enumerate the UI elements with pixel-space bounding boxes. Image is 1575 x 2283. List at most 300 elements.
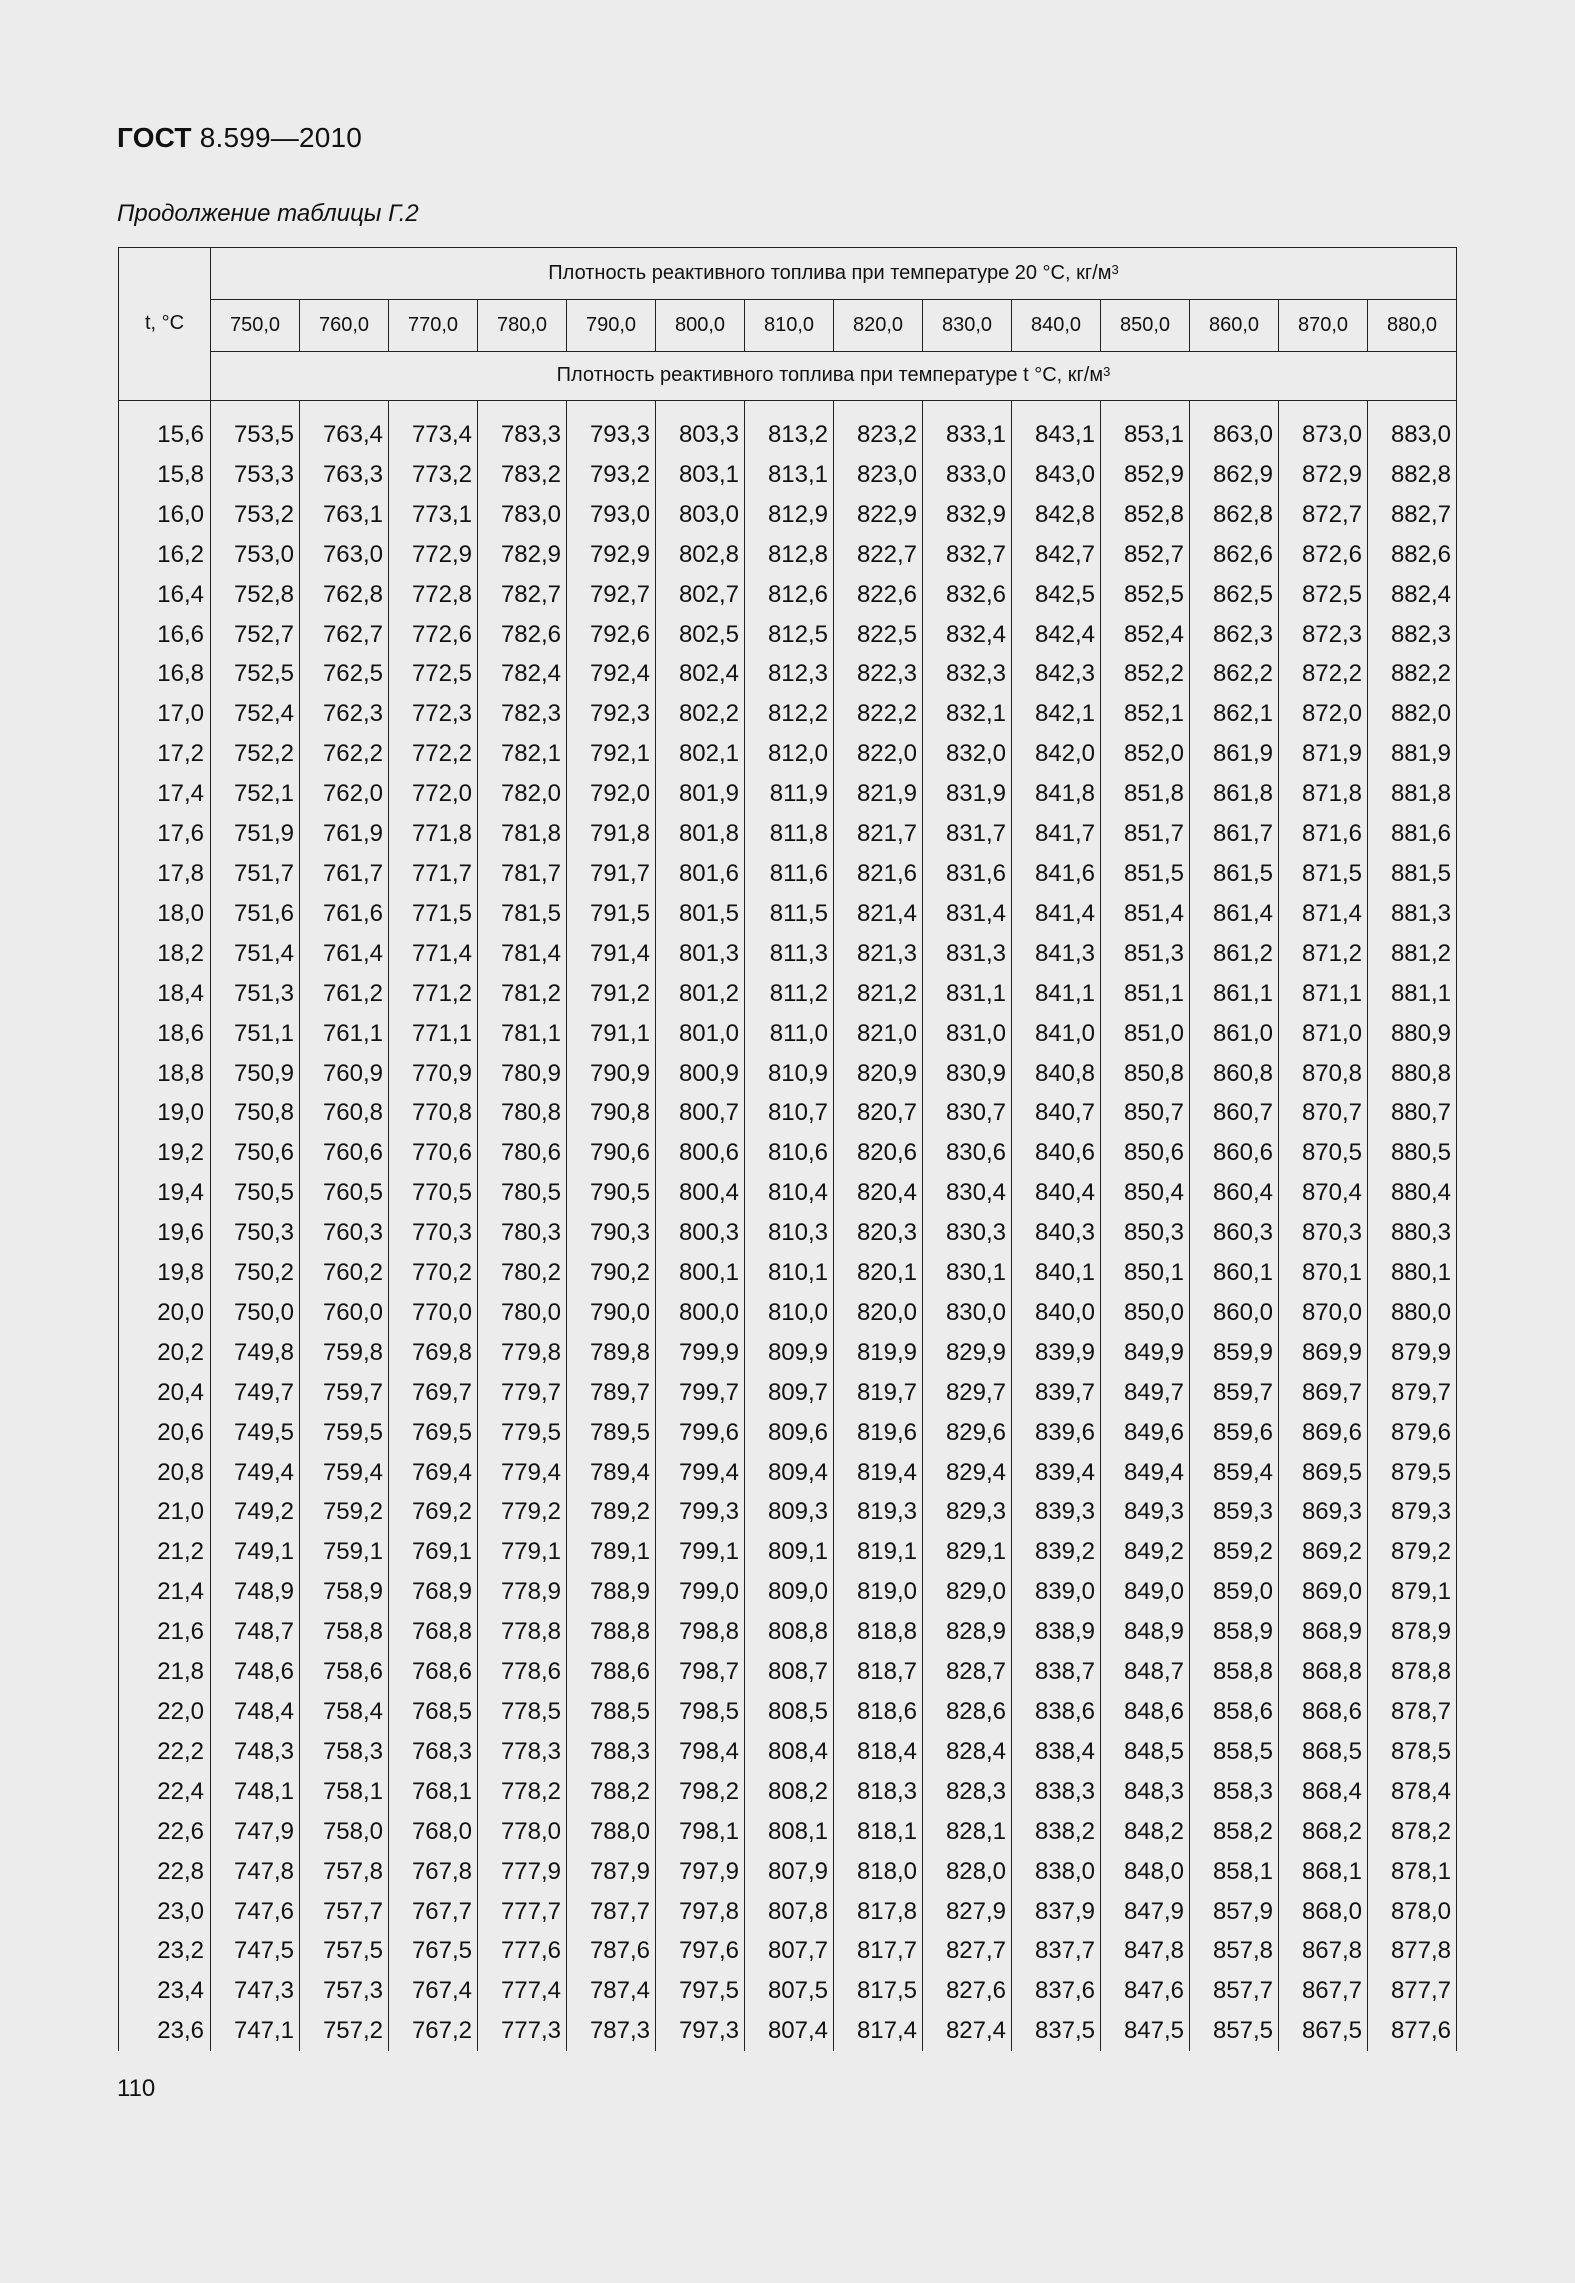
density-cell: 760,5 bbox=[300, 1173, 389, 1213]
density-cell: 878,2 bbox=[1368, 1812, 1457, 1852]
density-cell: 871,5 bbox=[1279, 854, 1368, 894]
density-cell: 878,9 bbox=[1368, 1612, 1457, 1652]
table-row bbox=[119, 1772, 1457, 1812]
density-cell: 870,4 bbox=[1279, 1173, 1368, 1213]
density-cell: 840,3 bbox=[1012, 1213, 1101, 1253]
density-cell: 881,3 bbox=[1368, 894, 1457, 934]
density-cell: 768,3 bbox=[389, 1732, 478, 1772]
density-cell: 840,8 bbox=[1012, 1054, 1101, 1094]
density-cell: 828,1 bbox=[923, 1812, 1012, 1852]
density-cell: 881,6 bbox=[1368, 814, 1457, 854]
density-cell: 760,3 bbox=[300, 1213, 389, 1253]
density-cell: 769,1 bbox=[389, 1532, 478, 1572]
density-cell: 783,2 bbox=[478, 455, 567, 495]
density-cell: 861,9 bbox=[1190, 734, 1279, 774]
density-cell: 798,8 bbox=[656, 1612, 745, 1652]
density-cell: 748,1 bbox=[211, 1772, 300, 1812]
density-cell: 749,8 bbox=[211, 1333, 300, 1373]
density-cell: 789,7 bbox=[567, 1373, 656, 1413]
density-cell: 870,3 bbox=[1279, 1213, 1368, 1253]
density-cell: 881,8 bbox=[1368, 774, 1457, 814]
density-cell: 878,4 bbox=[1368, 1772, 1457, 1812]
density-cell: 813,1 bbox=[745, 455, 834, 495]
temperature-cell: 22,2 bbox=[119, 1732, 211, 1772]
density-cell: 781,7 bbox=[478, 854, 567, 894]
density-cell: 792,9 bbox=[567, 535, 656, 575]
density-cell: 758,8 bbox=[300, 1612, 389, 1652]
temperature-cell: 17,2 bbox=[119, 734, 211, 774]
density-cell: 803,3 bbox=[656, 415, 745, 455]
density-cell: 759,2 bbox=[300, 1492, 389, 1532]
density-cell: 857,7 bbox=[1190, 1971, 1279, 2011]
density-cell: 839,0 bbox=[1012, 1572, 1101, 1612]
density-cell: 850,3 bbox=[1101, 1213, 1190, 1253]
density-cell: 851,4 bbox=[1101, 894, 1190, 934]
table-row bbox=[119, 814, 1457, 854]
density-cell: 852,7 bbox=[1101, 535, 1190, 575]
table-row bbox=[119, 1453, 1457, 1493]
density-cell: 759,5 bbox=[300, 1413, 389, 1453]
density-cell: 787,4 bbox=[567, 1971, 656, 2011]
density-cell: 833,1 bbox=[923, 415, 1012, 455]
density-cell: 820,1 bbox=[834, 1253, 923, 1293]
temperature-cell: 19,0 bbox=[119, 1093, 211, 1133]
density-cell: 809,9 bbox=[745, 1333, 834, 1373]
density-cell: 828,0 bbox=[923, 1852, 1012, 1892]
density-cell: 799,7 bbox=[656, 1373, 745, 1413]
density-cell: 820,9 bbox=[834, 1054, 923, 1094]
density-cell: 749,1 bbox=[211, 1532, 300, 1572]
density-cell: 783,0 bbox=[478, 495, 567, 535]
density-cell: 811,8 bbox=[745, 814, 834, 854]
density-cell: 859,9 bbox=[1190, 1333, 1279, 1373]
density-cell: 760,0 bbox=[300, 1293, 389, 1333]
density-cell: 800,1 bbox=[656, 1253, 745, 1293]
density-cell: 798,7 bbox=[656, 1652, 745, 1692]
density-cell: 840,0 bbox=[1012, 1293, 1101, 1333]
table-row bbox=[119, 535, 1457, 575]
density-cell: 852,2 bbox=[1101, 654, 1190, 694]
density-cell: 849,6 bbox=[1101, 1413, 1190, 1453]
temperature-cell: 16,4 bbox=[119, 575, 211, 615]
temperature-cell: 19,2 bbox=[119, 1133, 211, 1173]
density-cell: 831,3 bbox=[923, 934, 1012, 974]
density-cell: 757,2 bbox=[300, 2011, 389, 2051]
density-cell: 770,0 bbox=[389, 1293, 478, 1333]
density-cell: 789,1 bbox=[567, 1532, 656, 1572]
table-row bbox=[119, 654, 1457, 694]
density-cell: 758,1 bbox=[300, 1772, 389, 1812]
density-cell: 747,1 bbox=[211, 2011, 300, 2051]
density-cell: 809,0 bbox=[745, 1572, 834, 1612]
density-cell: 837,9 bbox=[1012, 1892, 1101, 1932]
density-cell: 751,1 bbox=[211, 1014, 300, 1054]
density-cell: 781,1 bbox=[478, 1014, 567, 1054]
density-cell: 827,4 bbox=[923, 2011, 1012, 2051]
doc-number: 8.599—2010 bbox=[199, 122, 363, 153]
density-cell: 788,2 bbox=[567, 1772, 656, 1812]
density-cell: 858,2 bbox=[1190, 1812, 1279, 1852]
table-row bbox=[119, 894, 1457, 934]
table-row bbox=[119, 1572, 1457, 1612]
density-cell: 771,4 bbox=[389, 934, 478, 974]
density-cell: 781,8 bbox=[478, 814, 567, 854]
density-cell: 861,2 bbox=[1190, 934, 1279, 974]
density-cell: 867,8 bbox=[1279, 1931, 1368, 1971]
density-cell: 878,1 bbox=[1368, 1852, 1457, 1892]
density-cell: 772,3 bbox=[389, 694, 478, 734]
header-gap bbox=[119, 401, 1457, 416]
density-cell: 820,3 bbox=[834, 1213, 923, 1253]
density-cell: 858,1 bbox=[1190, 1852, 1279, 1892]
density-cell: 848,9 bbox=[1101, 1612, 1190, 1652]
temperature-cell: 21,0 bbox=[119, 1492, 211, 1532]
density-cell: 798,5 bbox=[656, 1692, 745, 1732]
density-cell: 759,1 bbox=[300, 1532, 389, 1572]
density-cell: 828,6 bbox=[923, 1692, 1012, 1732]
temperature-cell: 23,2 bbox=[119, 1931, 211, 1971]
density-cell: 842,7 bbox=[1012, 535, 1101, 575]
density-cell: 750,8 bbox=[211, 1093, 300, 1133]
density-cell: 832,3 bbox=[923, 654, 1012, 694]
density-cell: 773,1 bbox=[389, 495, 478, 535]
density-cell: 869,3 bbox=[1279, 1492, 1368, 1532]
density-cell: 808,5 bbox=[745, 1692, 834, 1732]
table-row bbox=[119, 1692, 1457, 1732]
density-cell: 818,1 bbox=[834, 1812, 923, 1852]
density-cell: 779,4 bbox=[478, 1453, 567, 1493]
density-cell: 800,9 bbox=[656, 1054, 745, 1094]
density-cell: 751,3 bbox=[211, 974, 300, 1014]
density-cell: 750,9 bbox=[211, 1054, 300, 1094]
density-cell: 821,4 bbox=[834, 894, 923, 934]
density-20-header: 820,0 bbox=[834, 300, 923, 352]
density-cell: 777,7 bbox=[478, 1892, 567, 1932]
density-cell: 770,2 bbox=[389, 1253, 478, 1293]
density-cell: 850,8 bbox=[1101, 1054, 1190, 1094]
density-cell: 758,0 bbox=[300, 1812, 389, 1852]
density-cell: 777,9 bbox=[478, 1852, 567, 1892]
density-cell: 861,1 bbox=[1190, 974, 1279, 1014]
density-cell: 800,6 bbox=[656, 1133, 745, 1173]
table-row bbox=[119, 854, 1457, 894]
density-cell: 761,7 bbox=[300, 854, 389, 894]
density-cell: 838,3 bbox=[1012, 1772, 1101, 1812]
density-cell: 827,9 bbox=[923, 1892, 1012, 1932]
temperature-cell: 16,8 bbox=[119, 654, 211, 694]
document-header bbox=[117, 122, 362, 154]
density-cell: 832,1 bbox=[923, 694, 1012, 734]
density-cell: 762,7 bbox=[300, 615, 389, 655]
density-cell: 768,1 bbox=[389, 1772, 478, 1812]
density-cell: 821,7 bbox=[834, 814, 923, 854]
density-cell: 821,3 bbox=[834, 934, 923, 974]
density-cell: 788,0 bbox=[567, 1812, 656, 1852]
density-cell: 812,6 bbox=[745, 575, 834, 615]
density-cell: 781,5 bbox=[478, 894, 567, 934]
table-row bbox=[119, 1892, 1457, 1932]
density-cell: 769,2 bbox=[389, 1492, 478, 1532]
density-cell: 862,9 bbox=[1190, 455, 1279, 495]
density-cell: 763,3 bbox=[300, 455, 389, 495]
density-cell: 790,6 bbox=[567, 1133, 656, 1173]
density-cell: 763,0 bbox=[300, 535, 389, 575]
density-cell: 778,2 bbox=[478, 1772, 567, 1812]
density-cell: 792,4 bbox=[567, 654, 656, 694]
density-cell: 790,3 bbox=[567, 1213, 656, 1253]
temperature-cell: 19,8 bbox=[119, 1253, 211, 1293]
density-cell: 862,8 bbox=[1190, 495, 1279, 535]
density-cell: 778,6 bbox=[478, 1652, 567, 1692]
density-cell: 840,7 bbox=[1012, 1093, 1101, 1133]
temperature-cell: 20,0 bbox=[119, 1293, 211, 1333]
density-cell: 770,5 bbox=[389, 1173, 478, 1213]
density-cell: 768,9 bbox=[389, 1572, 478, 1612]
density-cell: 782,3 bbox=[478, 694, 567, 734]
density-cell: 790,8 bbox=[567, 1093, 656, 1133]
density-cell: 758,9 bbox=[300, 1572, 389, 1612]
density-cell: 849,3 bbox=[1101, 1492, 1190, 1532]
density-cell: 792,6 bbox=[567, 615, 656, 655]
density-cell: 747,5 bbox=[211, 1931, 300, 1971]
density-cell: 841,8 bbox=[1012, 774, 1101, 814]
density-cell: 753,3 bbox=[211, 455, 300, 495]
density-cell: 799,4 bbox=[656, 1453, 745, 1493]
density-cell: 753,5 bbox=[211, 415, 300, 455]
density-cell: 799,0 bbox=[656, 1572, 745, 1612]
density-cell: 811,2 bbox=[745, 974, 834, 1014]
density-cell: 807,8 bbox=[745, 1892, 834, 1932]
density-cell: 862,5 bbox=[1190, 575, 1279, 615]
density-cell: 799,3 bbox=[656, 1492, 745, 1532]
density-cell: 810,3 bbox=[745, 1213, 834, 1253]
density-cell: 831,4 bbox=[923, 894, 1012, 934]
density-cell: 757,3 bbox=[300, 1971, 389, 2011]
density-cell: 818,7 bbox=[834, 1652, 923, 1692]
density-cell: 822,6 bbox=[834, 575, 923, 615]
density-cell: 872,2 bbox=[1279, 654, 1368, 694]
page-number: 110 bbox=[117, 2075, 156, 2102]
table-caption: Продолжение таблицы Г.2 bbox=[117, 200, 419, 227]
density-cell: 808,1 bbox=[745, 1812, 834, 1852]
density-cell: 782,7 bbox=[478, 575, 567, 615]
table-row bbox=[119, 1652, 1457, 1692]
density-cell: 838,2 bbox=[1012, 1812, 1101, 1852]
bottom-header-text: Плотность реактивного топлива при температуре t °С, кг/м bbox=[556, 364, 1104, 387]
density-cell: 779,1 bbox=[478, 1532, 567, 1572]
table-row bbox=[119, 1093, 1457, 1133]
density-cell: 787,3 bbox=[567, 2011, 656, 2051]
density-cell: 822,7 bbox=[834, 535, 923, 575]
density-cell: 857,5 bbox=[1190, 2011, 1279, 2051]
density-cell: 758,3 bbox=[300, 1732, 389, 1772]
density-cell: 778,3 bbox=[478, 1732, 567, 1772]
density-cell: 762,8 bbox=[300, 575, 389, 615]
density-cell: 871,4 bbox=[1279, 894, 1368, 934]
density-cell: 771,5 bbox=[389, 894, 478, 934]
density-cell: 811,9 bbox=[745, 774, 834, 814]
density-cell: 841,7 bbox=[1012, 814, 1101, 854]
density-cell: 879,7 bbox=[1368, 1373, 1457, 1413]
density-cell: 821,9 bbox=[834, 774, 923, 814]
density-cell: 802,4 bbox=[656, 654, 745, 694]
density-cell: 852,8 bbox=[1101, 495, 1190, 535]
density-cell: 750,6 bbox=[211, 1133, 300, 1173]
density-cell: 772,9 bbox=[389, 535, 478, 575]
density-cell: 847,9 bbox=[1101, 1892, 1190, 1932]
density-cell: 871,1 bbox=[1279, 974, 1368, 1014]
temperature-cell: 17,0 bbox=[119, 694, 211, 734]
density-cell: 821,0 bbox=[834, 1014, 923, 1054]
table-row bbox=[119, 1373, 1457, 1413]
density-cell: 849,7 bbox=[1101, 1373, 1190, 1413]
density-cell: 821,2 bbox=[834, 974, 923, 1014]
density-cell: 819,6 bbox=[834, 1413, 923, 1453]
temperature-cell: 19,4 bbox=[119, 1173, 211, 1213]
density-cell: 841,1 bbox=[1012, 974, 1101, 1014]
density-cell: 817,4 bbox=[834, 2011, 923, 2051]
density-cell: 830,0 bbox=[923, 1293, 1012, 1333]
density-cell: 833,0 bbox=[923, 455, 1012, 495]
density-cell: 860,0 bbox=[1190, 1293, 1279, 1333]
density-cell: 772,0 bbox=[389, 774, 478, 814]
density-cell: 752,4 bbox=[211, 694, 300, 734]
top-header bbox=[211, 248, 1457, 300]
density-cell: 878,7 bbox=[1368, 1692, 1457, 1732]
density-cell: 808,8 bbox=[745, 1612, 834, 1652]
density-cell: 828,7 bbox=[923, 1652, 1012, 1692]
density-cell: 752,5 bbox=[211, 654, 300, 694]
density-cell: 841,4 bbox=[1012, 894, 1101, 934]
density-cell: 832,4 bbox=[923, 615, 1012, 655]
density-cell: 868,4 bbox=[1279, 1772, 1368, 1812]
density-cell: 791,1 bbox=[567, 1014, 656, 1054]
density-cell: 848,2 bbox=[1101, 1812, 1190, 1852]
temperature-cell: 21,2 bbox=[119, 1532, 211, 1572]
table-row bbox=[119, 495, 1457, 535]
density-cell: 868,1 bbox=[1279, 1852, 1368, 1892]
density-cell: 810,4 bbox=[745, 1173, 834, 1213]
density-cell: 831,9 bbox=[923, 774, 1012, 814]
density-20-row bbox=[119, 300, 1457, 352]
density-cell: 868,6 bbox=[1279, 1692, 1368, 1732]
density-cell: 807,7 bbox=[745, 1931, 834, 1971]
density-cell: 827,6 bbox=[923, 1971, 1012, 2011]
density-cell: 859,7 bbox=[1190, 1373, 1279, 1413]
density-cell: 859,3 bbox=[1190, 1492, 1279, 1532]
density-cell: 808,2 bbox=[745, 1772, 834, 1812]
density-cell: 752,2 bbox=[211, 734, 300, 774]
density-cell: 763,1 bbox=[300, 495, 389, 535]
density-cell: 869,7 bbox=[1279, 1373, 1368, 1413]
density-cell: 878,0 bbox=[1368, 1892, 1457, 1932]
density-cell: 770,6 bbox=[389, 1133, 478, 1173]
density-cell: 871,8 bbox=[1279, 774, 1368, 814]
density-cell: 870,7 bbox=[1279, 1093, 1368, 1133]
density-cell: 849,9 bbox=[1101, 1333, 1190, 1373]
density-cell: 781,2 bbox=[478, 974, 567, 1014]
density-cell: 868,8 bbox=[1279, 1652, 1368, 1692]
density-cell: 748,3 bbox=[211, 1732, 300, 1772]
density-cell: 863,0 bbox=[1190, 415, 1279, 455]
density-cell: 787,9 bbox=[567, 1852, 656, 1892]
density-cell: 840,6 bbox=[1012, 1133, 1101, 1173]
density-cell: 780,6 bbox=[478, 1133, 567, 1173]
density-cell: 768,8 bbox=[389, 1612, 478, 1652]
density-cell: 767,5 bbox=[389, 1931, 478, 1971]
density-cell: 819,4 bbox=[834, 1453, 923, 1493]
temperature-cell: 18,4 bbox=[119, 974, 211, 1014]
density-cell: 747,9 bbox=[211, 1812, 300, 1852]
density-cell: 820,0 bbox=[834, 1293, 923, 1333]
density-cell: 830,4 bbox=[923, 1173, 1012, 1213]
density-cell: 789,5 bbox=[567, 1413, 656, 1453]
density-cell: 829,9 bbox=[923, 1333, 1012, 1373]
density-cell: 842,8 bbox=[1012, 495, 1101, 535]
density-cell: 750,2 bbox=[211, 1253, 300, 1293]
density-cell: 838,7 bbox=[1012, 1652, 1101, 1692]
density-cell: 819,1 bbox=[834, 1532, 923, 1572]
density-cell: 820,6 bbox=[834, 1133, 923, 1173]
density-cell: 782,1 bbox=[478, 734, 567, 774]
density-cell: 767,7 bbox=[389, 1892, 478, 1932]
density-cell: 819,7 bbox=[834, 1373, 923, 1413]
density-cell: 780,3 bbox=[478, 1213, 567, 1253]
density-cell: 840,1 bbox=[1012, 1253, 1101, 1293]
temperature-cell: 16,2 bbox=[119, 535, 211, 575]
density-cell: 748,6 bbox=[211, 1652, 300, 1692]
density-cell: 830,7 bbox=[923, 1093, 1012, 1133]
density-cell: 788,8 bbox=[567, 1612, 656, 1652]
density-cell: 778,0 bbox=[478, 1812, 567, 1852]
density-cell: 778,8 bbox=[478, 1612, 567, 1652]
density-cell: 800,4 bbox=[656, 1173, 745, 1213]
density-20-header: 770,0 bbox=[389, 300, 478, 352]
density-cell: 882,4 bbox=[1368, 575, 1457, 615]
density-cell: 859,0 bbox=[1190, 1572, 1279, 1612]
density-cell: 831,7 bbox=[923, 814, 1012, 854]
density-cell: 767,4 bbox=[389, 1971, 478, 2011]
density-cell: 800,3 bbox=[656, 1213, 745, 1253]
t-column-header bbox=[119, 248, 211, 401]
density-cell: 830,9 bbox=[923, 1054, 1012, 1094]
density-cell: 829,6 bbox=[923, 1413, 1012, 1453]
density-cell: 868,9 bbox=[1279, 1612, 1368, 1652]
density-cell: 798,4 bbox=[656, 1732, 745, 1772]
density-cell: 810,0 bbox=[745, 1293, 834, 1333]
density-cell: 842,5 bbox=[1012, 575, 1101, 615]
density-cell: 882,8 bbox=[1368, 455, 1457, 495]
density-cell: 790,5 bbox=[567, 1173, 656, 1213]
density-cell: 871,0 bbox=[1279, 1014, 1368, 1054]
density-cell: 872,9 bbox=[1279, 455, 1368, 495]
density-cell: 748,4 bbox=[211, 1692, 300, 1732]
density-cell: 861,8 bbox=[1190, 774, 1279, 814]
density-cell: 810,9 bbox=[745, 1054, 834, 1094]
density-cell: 839,3 bbox=[1012, 1492, 1101, 1532]
temperature-cell: 22,8 bbox=[119, 1852, 211, 1892]
density-cell: 842,1 bbox=[1012, 694, 1101, 734]
density-cell: 851,8 bbox=[1101, 774, 1190, 814]
table-row bbox=[119, 1931, 1457, 1971]
density-cell: 847,8 bbox=[1101, 1931, 1190, 1971]
density-cell: 802,5 bbox=[656, 615, 745, 655]
density-cell: 857,8 bbox=[1190, 1931, 1279, 1971]
density-cell: 849,0 bbox=[1101, 1572, 1190, 1612]
density-cell: 869,5 bbox=[1279, 1453, 1368, 1493]
density-cell: 829,1 bbox=[923, 1532, 1012, 1572]
density-cell: 817,8 bbox=[834, 1892, 923, 1932]
